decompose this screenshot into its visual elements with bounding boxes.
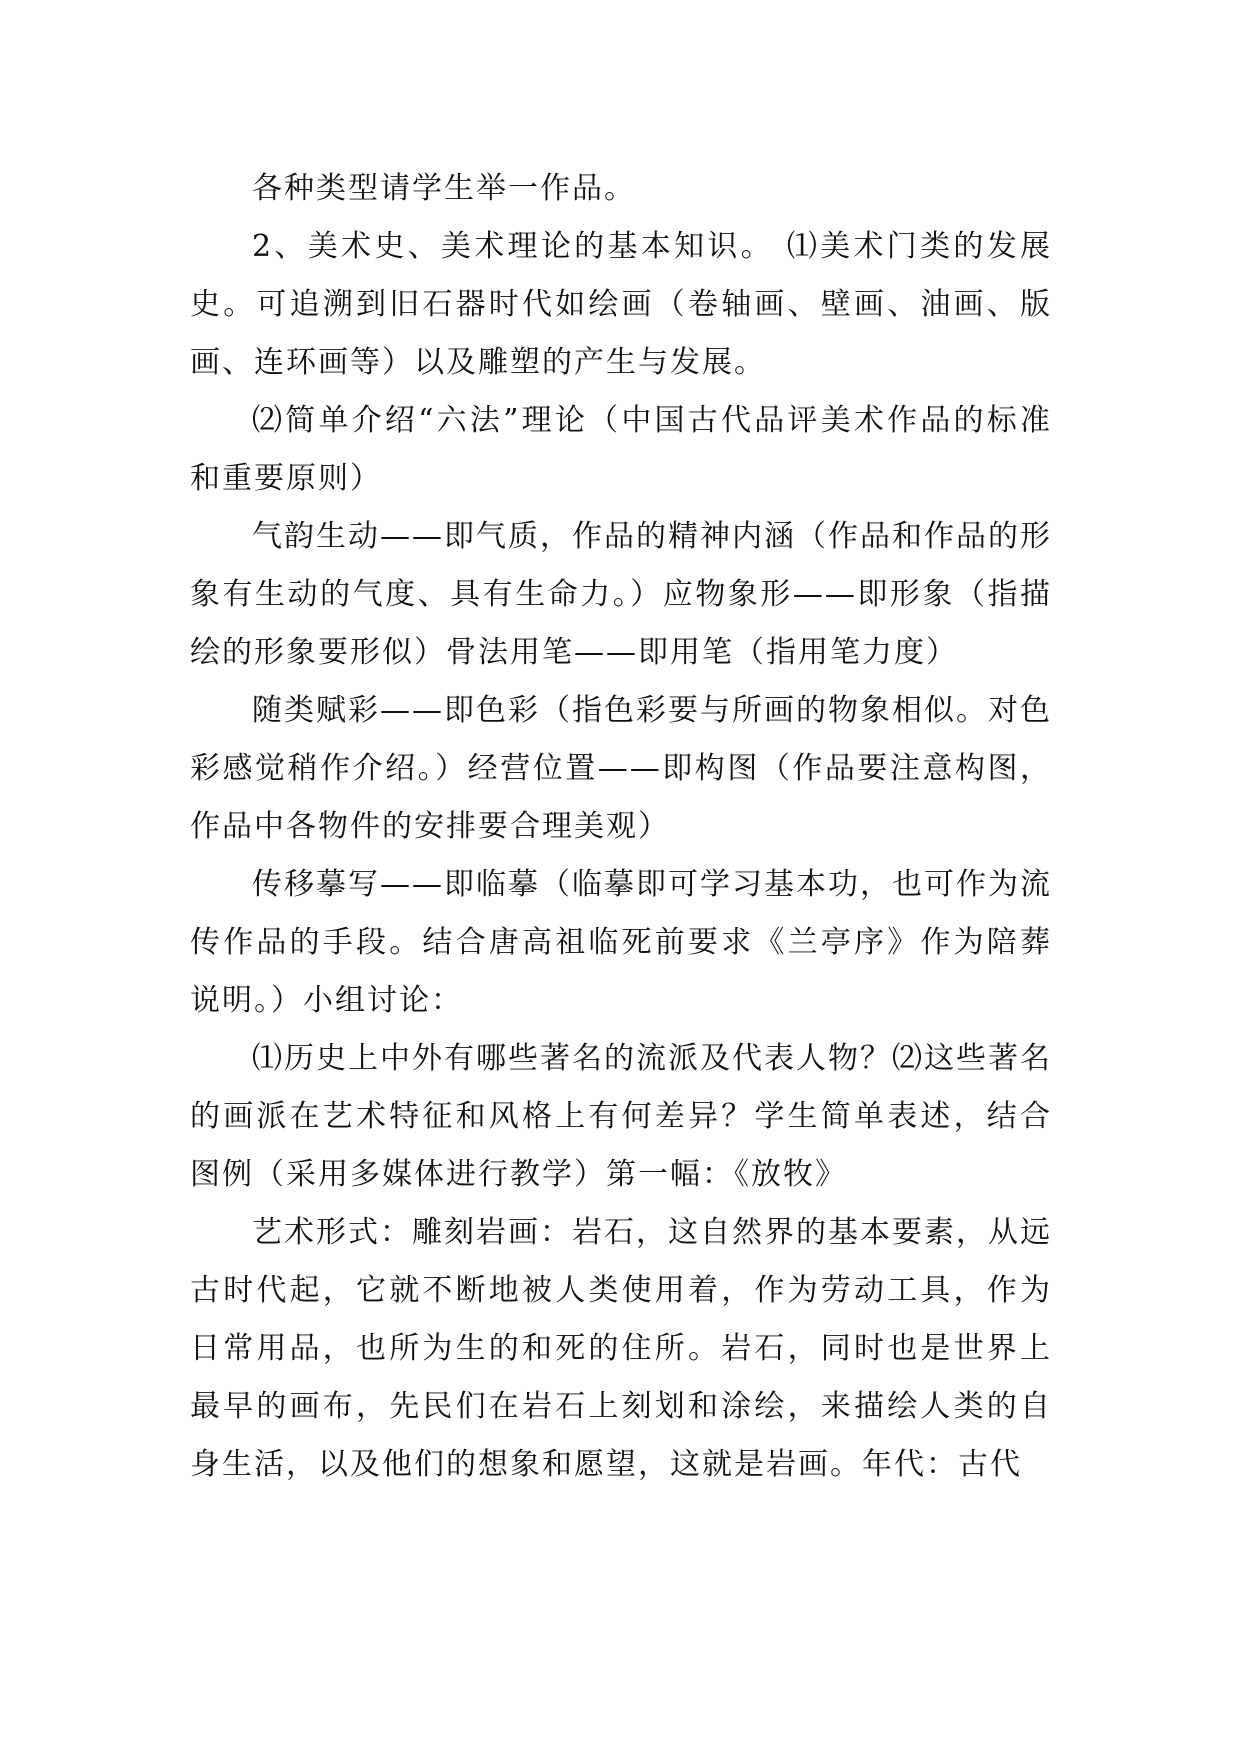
paragraph-5: 随类赋彩——即色彩（指色彩要与所画的物象相似。对色彩感觉稍作介绍。）经营位置——即构图（作品要注意构图，作品中各物件的安排要合理美观）	[190, 693, 1052, 844]
paragraph-2: 2、美术史、美术理论的基本知识。 ⑴美术门类的发展史。可追溯到旧石器时代如绘画（卷轴画、壁画、油画、版画、连环画等）以及雕塑的产生与发展。	[190, 229, 1052, 380]
paragraph-7: ⑴历史上中外有哪些著名的流派及代表人物？⑵这些著名的画派在艺术特征和风格上有何差异？学生简单表述，结合图例（采用多媒体进行教学）第一幅：《放牧》	[190, 1041, 1052, 1192]
paragraph-8: 艺术形式：雕刻岩画：岩石，这自然界的基本要素，从远古时代起，它就不断地被人类使用着，作为劳动工具，作为日常用品，也所为生的和死的住所。岩石，同时也是世界上最早的画布，先民们在岩石上刻划和涂绘，来描绘人类的自身生活，以及他们的想象和愿望，这就是岩画。年代：古代	[190, 1215, 1052, 1482]
paragraph-3: ⑵简单介绍“六法”理论（中国古代品评美术作品的标准和重要原则）	[190, 403, 1052, 496]
paragraph-4: 气韵生动——即气质，作品的精神内涵（作品和作品的形象有生动的气度、具有生命力。）应物象形——即形象（指描绘的形象要形似）骨法用笔——即用笔（指用笔力度）	[190, 519, 1052, 670]
paragraph-1: 各种类型请学生举一作品。	[252, 171, 636, 206]
paragraph-6: 传移摹写——即临摹（临摹即可学习基本功，也可作为流传作品的手段。结合唐高祖临死前要求《兰亭序》作为陪葬说明。）小组讨论：	[190, 867, 1052, 1018]
body-text	[190, 160, 1052, 1494]
